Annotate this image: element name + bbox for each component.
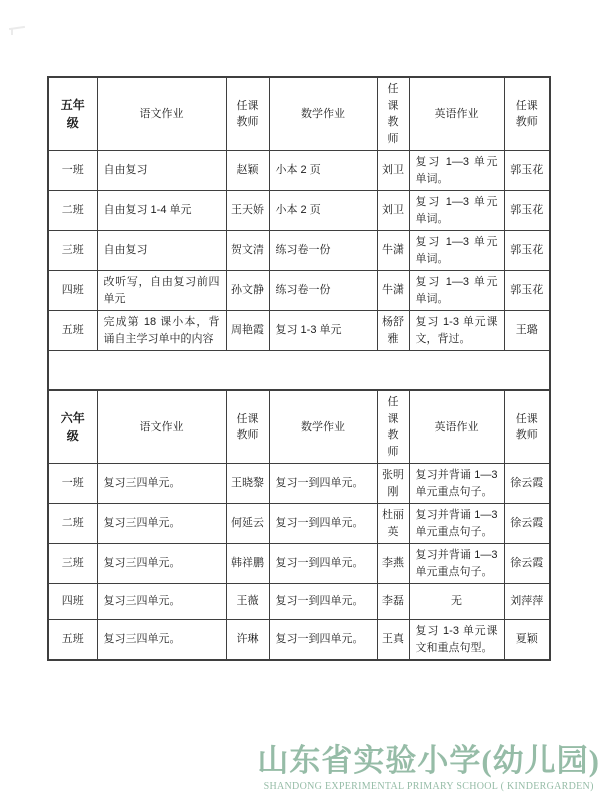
cell-math-homework: 复习一到四单元。 bbox=[269, 544, 377, 584]
cell-english-teacher: 郭玉花 bbox=[504, 191, 550, 231]
cell-class-label: 一班 bbox=[48, 464, 97, 504]
cell-math-teacher: 牛潇 bbox=[377, 231, 409, 271]
cell-math-teacher: 刘卫 bbox=[377, 191, 409, 231]
cell-english-teacher: 郭玉花 bbox=[504, 231, 550, 271]
cell-class-label: 五班 bbox=[48, 311, 97, 351]
header-row bbox=[48, 77, 550, 151]
cell-english-teacher: 夏颖 bbox=[504, 620, 550, 661]
cell-chinese-teacher: 赵颖 bbox=[226, 151, 269, 191]
cell-math-homework: 复习一到四单元。 bbox=[269, 504, 377, 544]
cell-class-label: 五班 bbox=[48, 620, 97, 661]
header-grade: 五年级 bbox=[48, 77, 97, 151]
cell-math-teacher: 刘卫 bbox=[377, 151, 409, 191]
header-row bbox=[48, 390, 550, 464]
cell-class-label: 三班 bbox=[48, 231, 97, 271]
empty-row bbox=[48, 351, 550, 391]
header-english-homework: 英语作业 bbox=[409, 77, 504, 151]
header-english-homework: 英语作业 bbox=[409, 390, 504, 464]
cell-math-homework: 小本 2 页 bbox=[269, 151, 377, 191]
cell-math-teacher: 张明刚 bbox=[377, 464, 409, 504]
table-row bbox=[48, 620, 550, 661]
stray-mark bbox=[9, 24, 39, 38]
cell-english-homework: 复习并背诵 1—3 单元重点句子。 bbox=[409, 504, 504, 544]
cell-chinese-homework: 自由复习 bbox=[97, 151, 226, 191]
cell-chinese-homework: 复习三四单元。 bbox=[97, 620, 226, 661]
header-english-teacher: 任课教师 bbox=[504, 77, 550, 151]
cell-english-homework: 复习并背诵 1—3 单元重点句子。 bbox=[409, 464, 504, 504]
cell-math-teacher: 李磊 bbox=[377, 584, 409, 620]
cell-english-teacher: 郭玉花 bbox=[504, 271, 550, 311]
cell-chinese-teacher: 王薇 bbox=[226, 584, 269, 620]
table-row bbox=[48, 271, 550, 311]
header-chinese-teacher: 任课教师 bbox=[226, 77, 269, 151]
grade6-homework-table bbox=[47, 389, 551, 661]
cell-math-homework: 复习一到四单元。 bbox=[269, 620, 377, 661]
cell-chinese-homework: 复习三四单元。 bbox=[97, 584, 226, 620]
cell-math-teacher: 李燕 bbox=[377, 544, 409, 584]
header-math-homework: 数学作业 bbox=[269, 390, 377, 464]
cell-math-homework: 练习卷一份 bbox=[269, 271, 377, 311]
cell-class-label: 二班 bbox=[48, 191, 97, 231]
cell-chinese-teacher: 贺文清 bbox=[226, 231, 269, 271]
header-english-teacher: 任课教师 bbox=[504, 390, 550, 464]
header-grade: 六年级 bbox=[48, 390, 97, 464]
cell-chinese-teacher: 孙文静 bbox=[226, 271, 269, 311]
cell-english-homework: 复习 1—3 单元单词。 bbox=[409, 191, 504, 231]
header-math-teacher: 任课教师 bbox=[377, 390, 409, 464]
cell-english-homework: 无 bbox=[409, 584, 504, 620]
cell-english-teacher: 王璐 bbox=[504, 311, 550, 351]
school-logo bbox=[257, 735, 600, 792]
cell-english-homework: 复习 1—3 单元单词。 bbox=[409, 231, 504, 271]
cell-english-homework: 复习并背诵 1—3 单元重点句子。 bbox=[409, 544, 504, 584]
cell-math-teacher: 杜丽英 bbox=[377, 504, 409, 544]
cell-chinese-teacher: 王天娇 bbox=[226, 191, 269, 231]
cell-english-homework: 复习 1—3 单元单词。 bbox=[409, 151, 504, 191]
cell-math-homework: 小本 2 页 bbox=[269, 191, 377, 231]
cell-math-homework: 复习一到四单元。 bbox=[269, 464, 377, 504]
cell-class-label: 二班 bbox=[48, 504, 97, 544]
cell-math-teacher: 王真 bbox=[377, 620, 409, 661]
table-row bbox=[48, 151, 550, 191]
cell-class-label: 一班 bbox=[48, 151, 97, 191]
cell-math-homework: 练习卷一份 bbox=[269, 231, 377, 271]
table-row bbox=[48, 544, 550, 584]
homework-tables bbox=[47, 76, 550, 661]
cell-chinese-teacher: 韩祥鹏 bbox=[226, 544, 269, 584]
header-math-teacher: 任课教师 bbox=[377, 77, 409, 151]
empty-cell bbox=[48, 351, 550, 391]
table-row bbox=[48, 231, 550, 271]
school-name-chinese: 山东省实验小学(幼儿园) bbox=[257, 743, 600, 778]
table-row bbox=[48, 311, 550, 351]
cell-chinese-homework: 复习三四单元。 bbox=[97, 464, 226, 504]
grade5-homework-table bbox=[47, 76, 551, 391]
table-row bbox=[48, 504, 550, 544]
cell-chinese-homework: 自由复习 bbox=[97, 231, 226, 271]
cell-english-homework: 复习 1—3 单元单词。 bbox=[409, 271, 504, 311]
cell-math-teacher: 牛潇 bbox=[377, 271, 409, 311]
header-chinese-teacher: 任课教师 bbox=[226, 390, 269, 464]
table-row bbox=[48, 191, 550, 231]
cell-english-teacher: 徐云霞 bbox=[504, 544, 550, 584]
cell-class-label: 三班 bbox=[48, 544, 97, 584]
cell-chinese-teacher: 王晓黎 bbox=[226, 464, 269, 504]
school-name-english: SHANDONG EXPERIMENTAL PRIMARY SCHOOL ( KINDERGARDEN) bbox=[263, 781, 594, 792]
header-math-homework: 数学作业 bbox=[269, 77, 377, 151]
cell-class-label: 四班 bbox=[48, 271, 97, 311]
cell-english-teacher: 刘萍萍 bbox=[504, 584, 550, 620]
header-chinese-homework: 语文作业 bbox=[97, 390, 226, 464]
cell-class-label: 四班 bbox=[48, 584, 97, 620]
cell-chinese-teacher: 何延云 bbox=[226, 504, 269, 544]
cell-english-teacher: 郭玉花 bbox=[504, 151, 550, 191]
cell-chinese-homework: 自由复习 1-4 单元 bbox=[97, 191, 226, 231]
cell-chinese-homework: 完成第 18 课小本，背诵自主学习单中的内容 bbox=[97, 311, 226, 351]
cell-math-teacher: 杨舒雅 bbox=[377, 311, 409, 351]
cell-chinese-homework: 复习三四单元。 bbox=[97, 544, 226, 584]
cell-chinese-teacher: 许琳 bbox=[226, 620, 269, 661]
cell-math-homework: 复习 1-3 单元 bbox=[269, 311, 377, 351]
cell-english-teacher: 徐云霞 bbox=[504, 504, 550, 544]
cell-chinese-homework: 复习三四单元。 bbox=[97, 504, 226, 544]
cell-english-teacher: 徐云霞 bbox=[504, 464, 550, 504]
table-row bbox=[48, 584, 550, 620]
cell-chinese-teacher: 周艳霞 bbox=[226, 311, 269, 351]
cell-chinese-homework: 改听写，自由复习前四单元 bbox=[97, 271, 226, 311]
cell-english-homework: 复习 1-3 单元课文，背过。 bbox=[409, 311, 504, 351]
header-chinese-homework: 语文作业 bbox=[97, 77, 226, 151]
cell-math-homework: 复习一到四单元。 bbox=[269, 584, 377, 620]
cell-english-homework: 复习 1-3 单元课文和重点句型。 bbox=[409, 620, 504, 661]
table-row bbox=[48, 464, 550, 504]
